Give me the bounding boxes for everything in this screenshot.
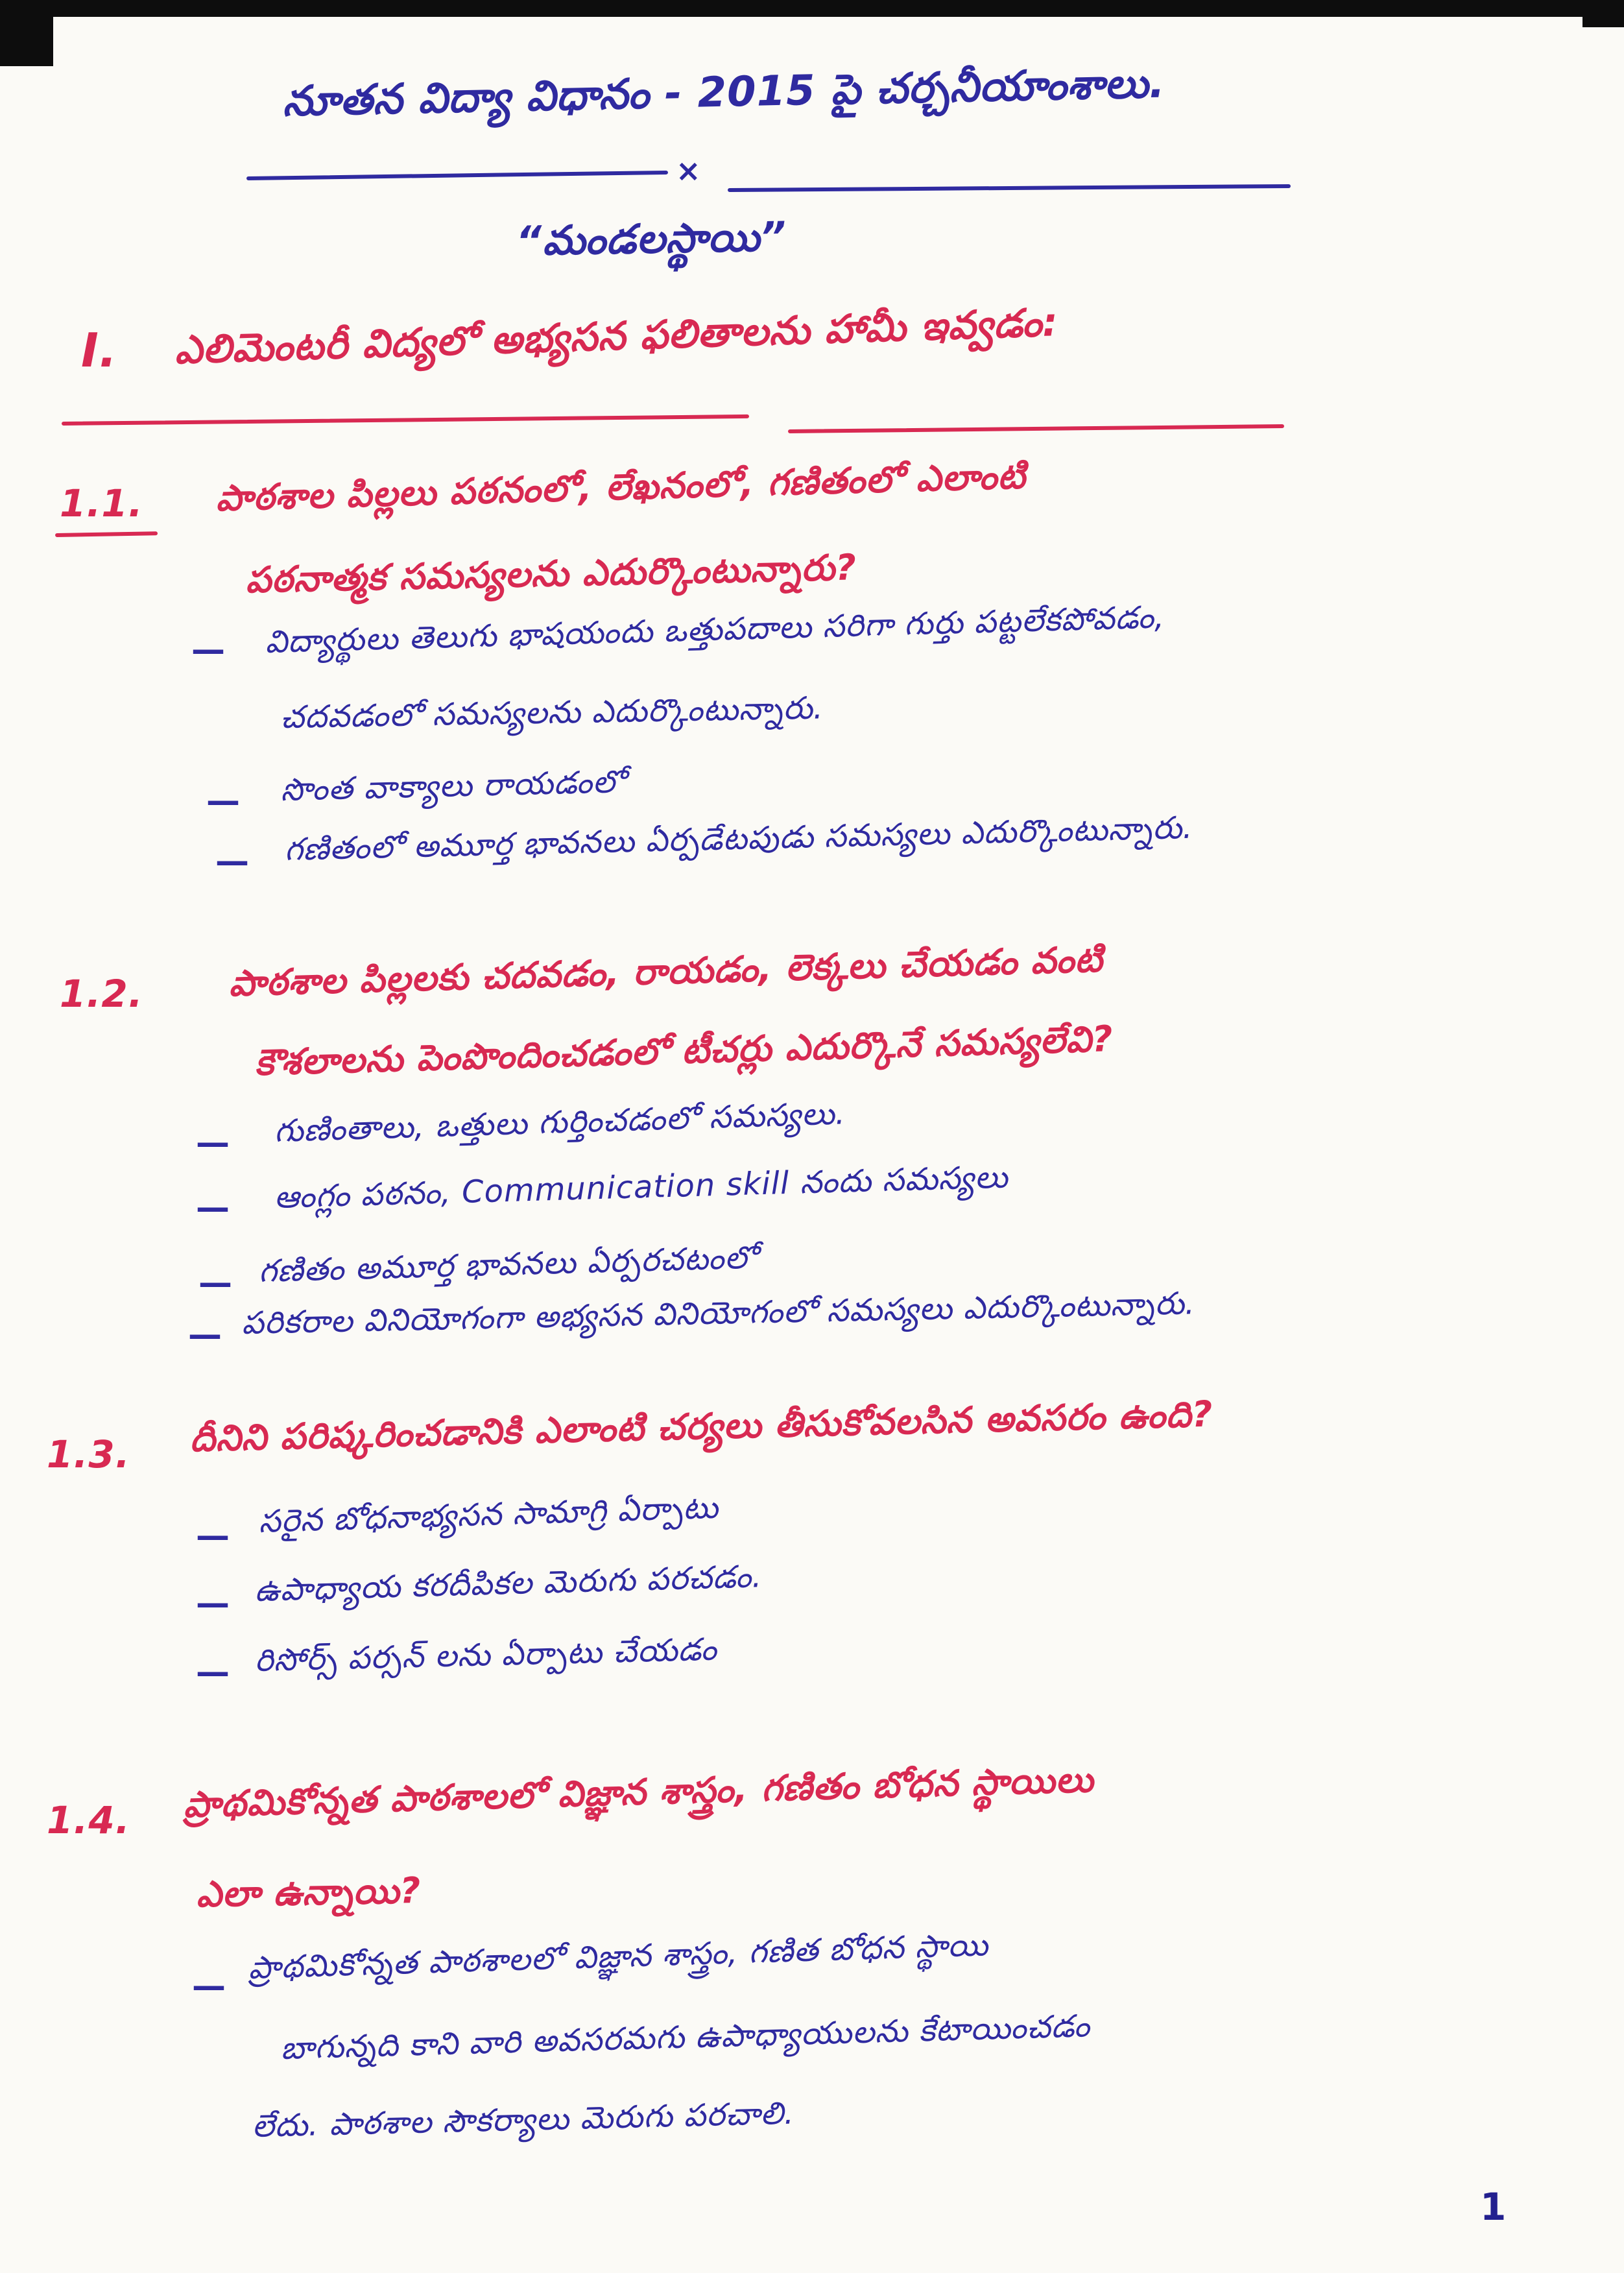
bullet-dash: —: [192, 1967, 226, 2006]
page-number: 1: [1480, 2185, 1507, 2229]
question-number: 1.4.: [47, 1798, 130, 1842]
question-number-underline: [55, 531, 158, 537]
bullet-dash: —: [215, 842, 249, 881]
bullet-dash: —: [196, 1584, 230, 1623]
answer-line: ప్రాథమికోన్నత పాఠశాలలో విజ్ఞాన శాస్త్రం, గణిత బోధన స్థాయి: [248, 1927, 989, 1986]
question-line: ఎలా ఉన్నాయి?: [196, 1869, 422, 1915]
pen-flourish-mark: ×: [676, 153, 701, 188]
answer-line: రిసోర్స్ పర్సన్ లను ఏర్పాటు చేయడం: [254, 1631, 718, 1679]
answer-line: గణితం అమూర్త భావనలు ఏర్పరచటంలో: [258, 1239, 758, 1290]
bullet-dash: —: [196, 1653, 230, 1692]
answer-line: గుణింతాలు, ఒత్తులు గుర్తించడంలో సమస్యలు.: [274, 1095, 846, 1149]
answer-line: పరికరాల వినియోగంగా అభ్యసన వినియోగంలో సమస్యలు ఎదుర్కొంటున్నారు.: [241, 1285, 1196, 1341]
answer-line: ఉపాధ్యాయ కరదీపికల మెరుగు పరచడం.: [254, 1558, 763, 1609]
scan-corner-top-left: [0, 0, 53, 66]
bullet-dash: —: [196, 1124, 230, 1162]
answer-line: సరైన బోధనాభ్యసన సామాగ్రి ఏర్పాటు: [258, 1489, 719, 1540]
section-numeral: I.: [81, 323, 118, 378]
answer-line: విద్యార్థులు తెలుగు భాషయందు ఒత్తుపదాలు సరిగా గుర్తు పట్టలేకపోవడం,: [265, 599, 1165, 660]
question-line: పఠనాత్మక సమస్యలను ఎదుర్కొంటున్నారు?: [245, 546, 857, 601]
bullet-dash: —: [198, 1264, 232, 1303]
answer-line: చదవడంలో సమస్యలను ఎదుర్కొంటున్నారు.: [280, 690, 824, 736]
question-number: 1.1.: [60, 481, 143, 525]
bullet-dash: —: [188, 1316, 222, 1354]
question-line: కౌశలాలను పెంపొందించడంలో టీచర్లు ఎదుర్కొనే సమస్యలేవి?: [254, 1018, 1114, 1083]
title-underline-right: [728, 184, 1291, 192]
answer-line: సొంత వాక్యాలు రాయడంలో: [280, 764, 626, 808]
section-underline-left: [62, 415, 749, 426]
question-number: 1.2.: [60, 972, 143, 1016]
document-subtitle: “మండలస్థాయి”: [516, 212, 787, 265]
document-title: నూతన విద్యా విధానం - 2015 పై చర్చనీయాంశాలు.: [282, 59, 1166, 126]
title-underline-left: [246, 171, 668, 180]
question-line: పాఠశాల పిల్లలకు చదవడం, రాయడం, లెక్కలు చేయడం వంటి: [228, 938, 1104, 1004]
answer-line: ఆంగ్లం పఠనం, Communication skill నందు సమస్యలు: [274, 1159, 1009, 1216]
answer-line: బాగున్నది కాని వారి అవసరమగు ఉపాధ్యాయులను కేటాయించడం: [280, 2008, 1091, 2067]
question-line: ప్రాథమికోన్నత పాఠశాలలో విజ్ఞాన శాస్త్రం, గణితం బోధన స్థాయిలు: [183, 1758, 1095, 1825]
bullet-dash: —: [196, 1188, 230, 1227]
bullet-dash: —: [191, 631, 225, 669]
answer-line: గణితంలో అమూర్త భావనలు ఏర్పడేటపుడు సమస్యలు ఎదుర్కొంటున్నారు.: [284, 809, 1194, 868]
question-number: 1.3.: [47, 1432, 130, 1476]
scan-edge-top-strip: [0, 0, 1624, 17]
bullet-dash: —: [196, 1517, 230, 1556]
answer-line: లేదు. పాఠశాల సౌకర్యాలు మెరుగు పరచాలి.: [252, 2095, 795, 2145]
scan-corner-top-right: [1582, 0, 1624, 27]
question-line: పాఠశాల పిల్లలు పఠనంలో, లేఖనంలో, గణితంలో ఎలాంటి: [215, 455, 1027, 519]
section-heading: ఎలిమెంటరీ విద్యలో అభ్యసన ఫలితాలను హామీ ఇవ్వడం:: [174, 300, 1059, 373]
bullet-dash: —: [206, 782, 240, 821]
section-underline-right: [788, 424, 1284, 433]
question-line: దీనిని పరిష్కరించడానికి ఎలాంటి చర్యలు తీసుకోవలసిన అవసరం ఉంది?: [189, 1393, 1214, 1460]
